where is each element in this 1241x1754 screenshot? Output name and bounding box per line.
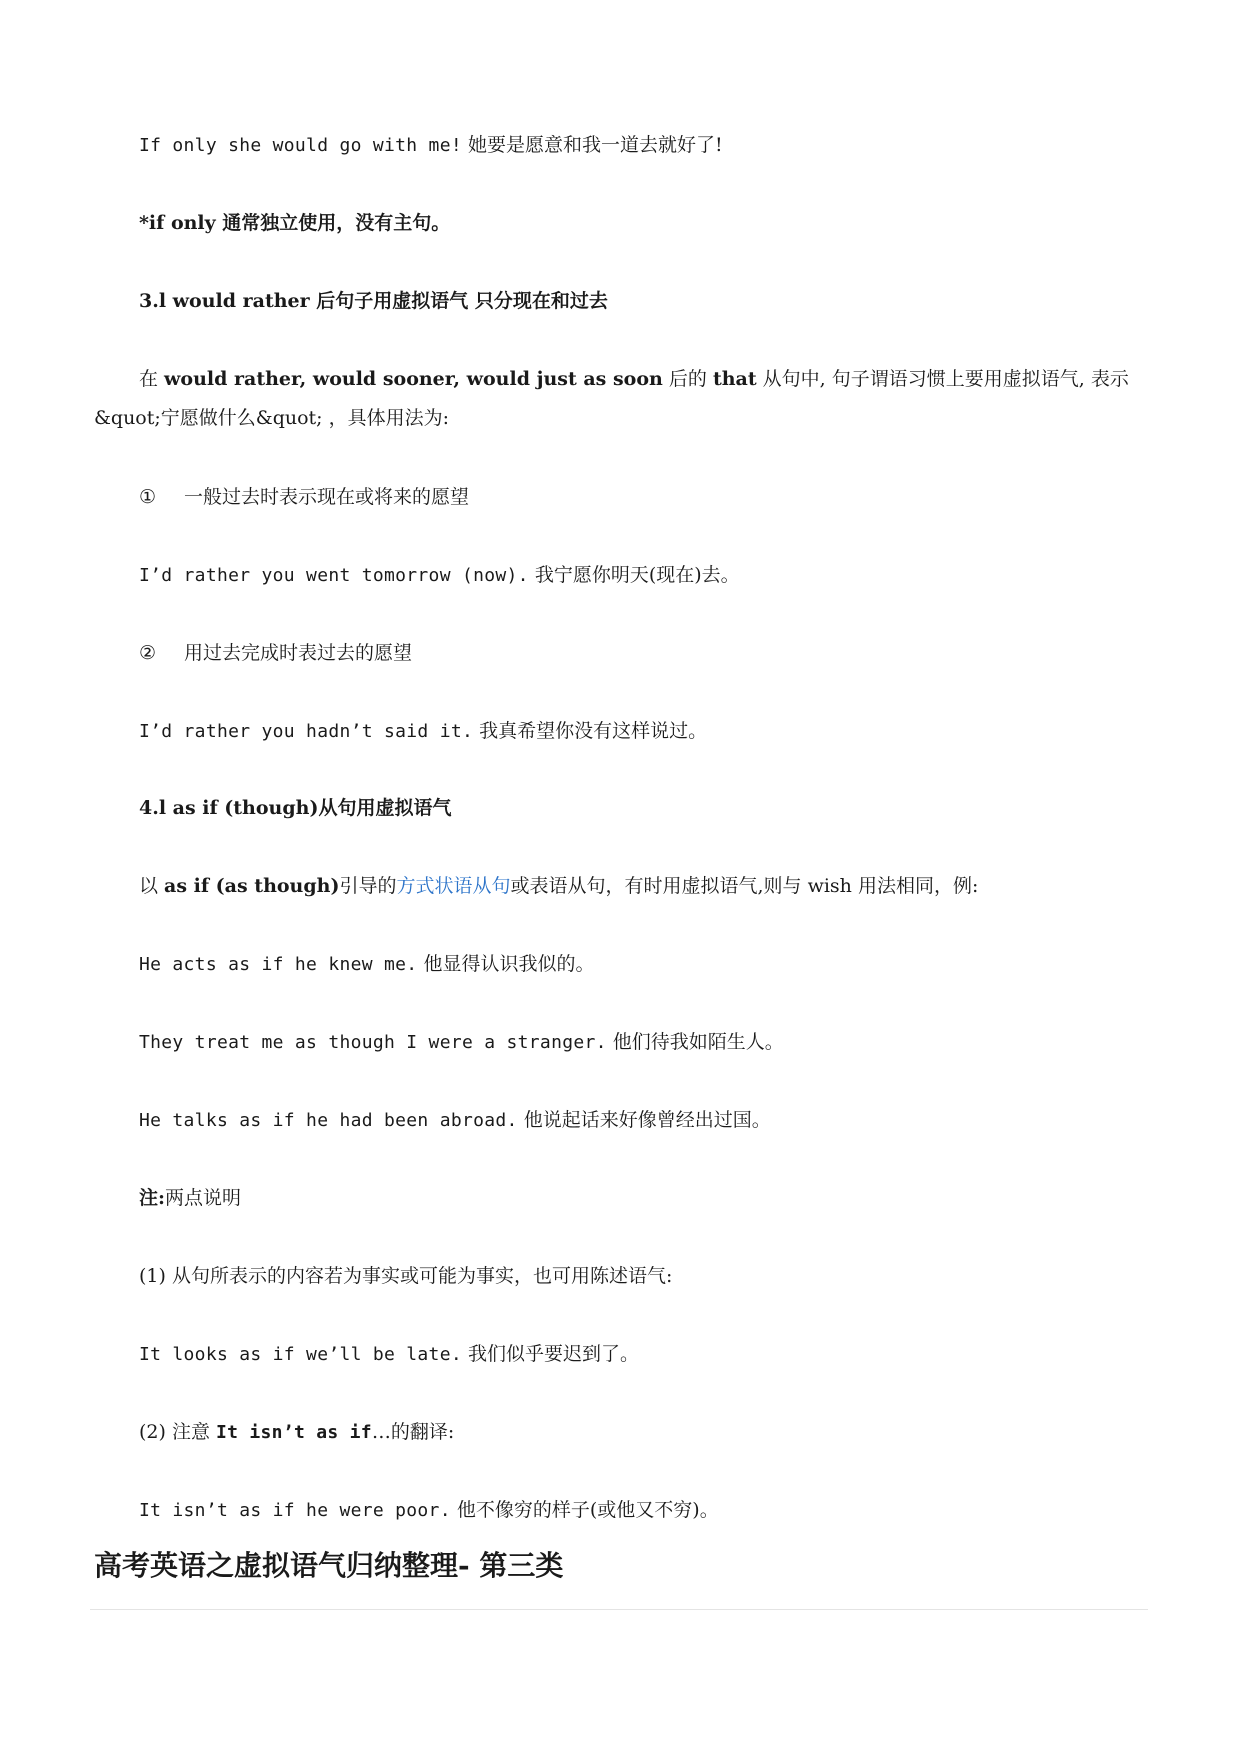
chinese-translation: 他们待我如陌生人。 bbox=[606, 1031, 784, 1053]
english-text: He talks as if he had been abroad. bbox=[139, 1110, 518, 1131]
paragraph-text: 或表语从句，有时用虚拟语气,则与 wish 用法相同，例: bbox=[510, 875, 979, 897]
circled-number-1: ① bbox=[139, 486, 157, 508]
bold-phrase: It isn’t as if bbox=[216, 1422, 372, 1443]
chinese-translation: 我们似乎要迟到了。 bbox=[461, 1343, 640, 1365]
paragraph-text: 后的 bbox=[662, 368, 713, 390]
note-text: …的翻译: bbox=[371, 1421, 455, 1443]
bold-phrase: that bbox=[712, 368, 757, 390]
english-text: I’d rather you went tomorrow (now). bbox=[139, 565, 529, 586]
example-sentence bbox=[139, 562, 740, 589]
chinese-translation: 他说起话来好像曾经出过国。 bbox=[517, 1109, 771, 1131]
explanation-line bbox=[139, 873, 978, 899]
explanation-paragraph bbox=[94, 360, 1134, 438]
circled-number-2: ② bbox=[139, 642, 157, 664]
example-sentence bbox=[139, 1497, 719, 1524]
note-text: 两点说明 bbox=[165, 1187, 242, 1209]
chinese-translation: 我真希望你没有这样说过。 bbox=[473, 720, 708, 742]
paragraph-text: 以 bbox=[139, 875, 165, 897]
chinese-translation: 她要是愿意和我一道去就好了! bbox=[461, 134, 723, 156]
english-text: I’d rather you hadn’t said it. bbox=[139, 721, 474, 742]
bold-phrase: would rather, would sooner, would just as soon bbox=[164, 368, 663, 390]
paragraph-text: 在 bbox=[139, 368, 165, 390]
english-text: If only she would go with me! bbox=[139, 135, 462, 156]
example-sentence bbox=[139, 718, 707, 745]
note-heading bbox=[139, 1185, 241, 1211]
chinese-translation: 我宁愿你明天(现在)去。 bbox=[528, 564, 740, 586]
section-title-4-1: 4.l as if (though)从句用虚拟语气 bbox=[139, 797, 452, 819]
rule-text: 用过去完成时表过去的愿望 bbox=[184, 642, 413, 664]
english-text: It isn’t as if he were poor. bbox=[139, 1500, 451, 1521]
example-sentence bbox=[139, 1107, 771, 1134]
example-sentence bbox=[139, 951, 594, 978]
example-sentence bbox=[139, 1029, 784, 1056]
chinese-translation: 他不像穷的样子(或他又不穷)。 bbox=[450, 1499, 719, 1521]
adverbial-clause-link[interactable]: 方式状语从句 bbox=[396, 875, 511, 897]
english-text: He acts as if he knew me. bbox=[139, 954, 418, 975]
english-text: It looks as if we’ll be late. bbox=[139, 1344, 462, 1365]
rule-text: 一般过去时表示现在或将来的愿望 bbox=[184, 486, 470, 508]
english-text: They treat me as though I were a stranger. bbox=[139, 1032, 607, 1053]
paragraph-text: 从句中, 句子谓语习惯上要用虚拟语气, 表示&quot;宁愿做什么&quot; ，具体用法为: bbox=[94, 368, 1129, 429]
note-point-2 bbox=[139, 1419, 454, 1446]
note-line: *if only 通常独立使用，没有主句。 bbox=[139, 212, 451, 234]
article-heading: 高考英语之虚拟语气归纳整理- 第三类 bbox=[94, 1549, 564, 1582]
rule-item-1 bbox=[139, 484, 469, 510]
rule-item-2 bbox=[139, 640, 412, 666]
chinese-translation: 他显得认识我似的。 bbox=[417, 953, 595, 975]
note-point-1: (1) 从句所表示的内容若为事实或可能为事实，也可用陈述语气: bbox=[139, 1265, 673, 1287]
example-sentence bbox=[139, 1341, 639, 1368]
paragraph-text: 引导的 bbox=[339, 875, 397, 897]
section-title-3-1: 3.l would rather 后句子用虚拟语气 只分现在和过去 bbox=[139, 290, 608, 312]
note-label: 注: bbox=[139, 1187, 166, 1209]
divider bbox=[90, 1609, 1148, 1610]
example-sentence bbox=[139, 132, 723, 159]
bold-phrase: as if (as though) bbox=[164, 875, 340, 897]
note-text: (2) 注意 bbox=[139, 1421, 216, 1443]
